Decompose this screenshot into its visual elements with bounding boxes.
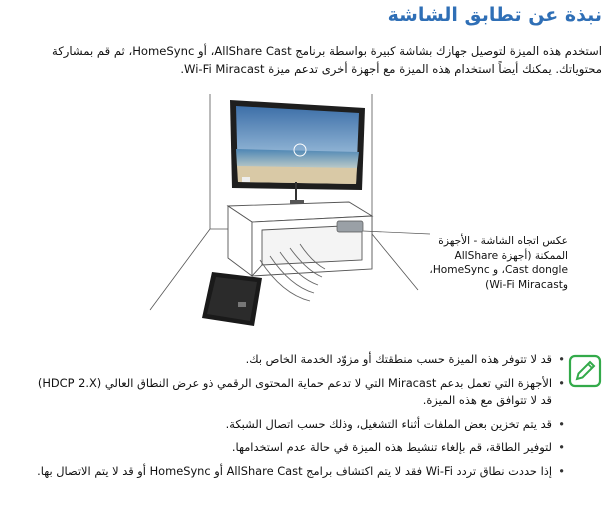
callout-text: عكس اتجاه الشاشة - الأجهزة الممكنة (أجهزة AllShare Cast dongle، و HomeSync، وWi-Fi Miracast) [429,235,568,291]
note-item: • قد يتم تخزين بعض الملفات أثناء التشغيل، وذلك حسب اتصال الشبكة. [30,416,566,434]
tv-stand [228,202,372,276]
illustration-drawing [0,94,612,354]
cast-dongle [337,221,363,232]
note-item: • الأجهزة التي تعمل بدعم Miracast التي لا تدعم حماية المحتوى الرقمي ذو عرض النطاق العالي (HDCP 2.X) قد لا تتوافق مع هذه الميزة. [30,375,566,410]
television [230,100,365,204]
note-pen-icon [568,354,602,388]
callout-line [363,231,430,234]
intro-paragraph: استخدم هذه الميزة لتوصيل جهازك بشاشة كبيرة بواسطة برنامج AllShare Cast، أو HomeSync، ثم قم بمشاركة محتوياتك. يمكنك أيضاً استخدام هذه الميزة مع أجهزة أخرى تدعم ميزة Wi-Fi Miracast. [52,44,602,76]
notes-list [30,351,566,486]
tablet-device [202,272,262,326]
screen-mirroring-illustration [0,94,612,354]
page-title: نبذة عن تطابق الشاشة [387,4,602,26]
note-item: • إذا حددت نطاق تردد Wi-Fi فقد لا يتم اكتشاف برامج AllShare Cast أو HomeSync أو قد لا يتم الاتصال بها. [30,463,566,481]
note-item: • لتوفير الطاقة، قم بإلغاء تنشيط هذه الميزة في حالة عدم استخدامها. [30,439,566,457]
note-item: • قد لا تتوفر هذه الميزة حسب منطقتك أو مزوّد الخدمة الخاص بك. [30,351,566,369]
